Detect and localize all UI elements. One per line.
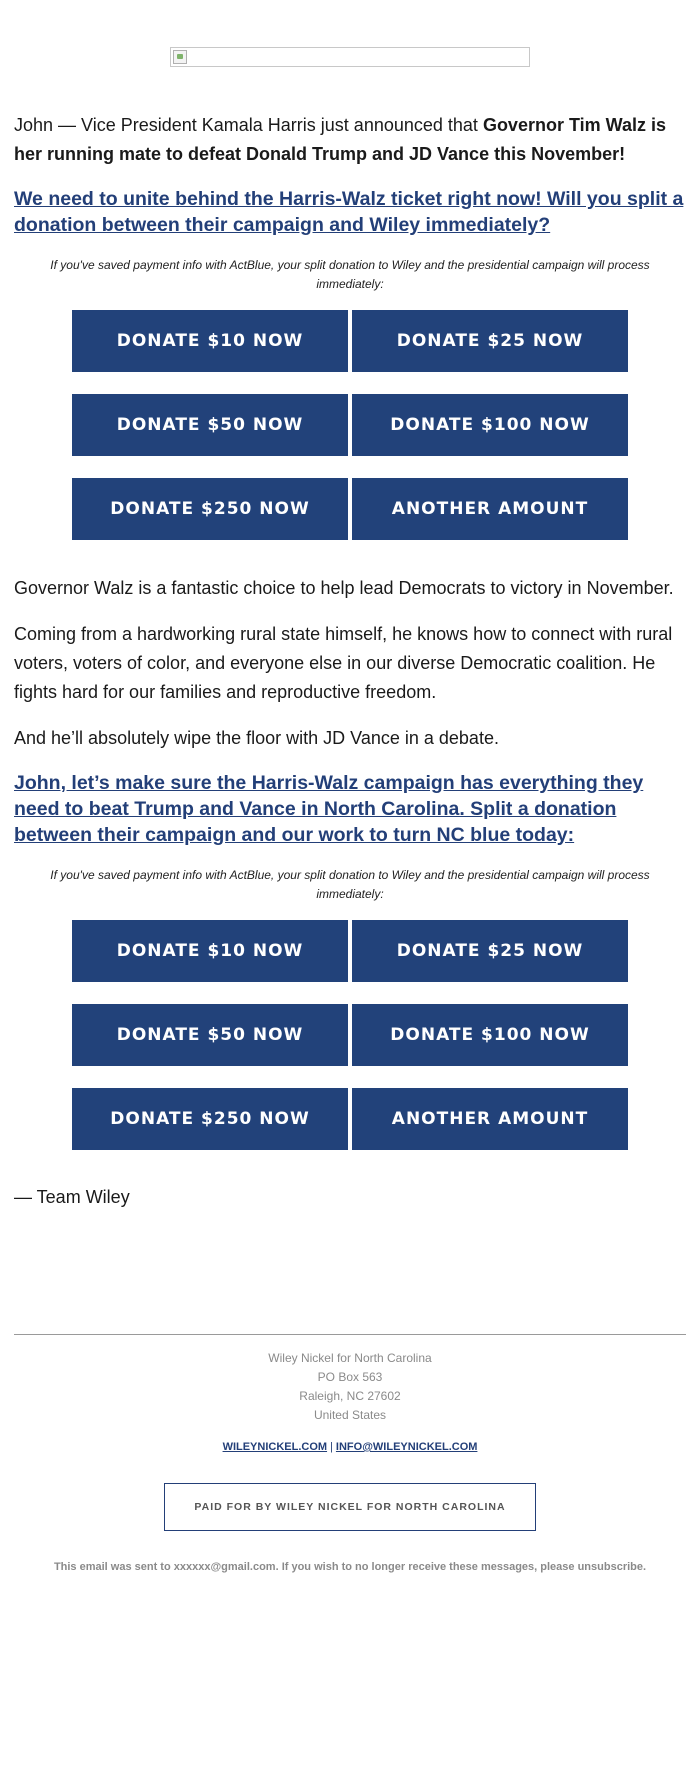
donate-10-button[interactable]: DONATE $10 NOW xyxy=(72,920,348,982)
intro-paragraph xyxy=(14,111,686,169)
header-image xyxy=(170,47,530,67)
donate-cta-link-2[interactable]: John, let’s make sure the Harris-Walz campaign has everything they need to beat Trump and Vance in North Carolina. Split a donation between their campaign and our work to turn NC blue today: xyxy=(14,772,644,846)
paragraph-rural-state: Coming from a hardworking rural state himself, he knows how to connect with rural voters, voters of color, and everyone else in our diverse Democratic coalition. He fights hard for our families and reproductive freedom. xyxy=(14,624,673,702)
donate-50-button[interactable]: DONATE $50 NOW xyxy=(72,1004,348,1066)
donate-cta-link-1[interactable]: We need to unite behind the Harris-Walz ticket right now! Will you split a donation between their campaign and Wiley immediately? xyxy=(14,188,684,236)
signoff: — Team Wiley xyxy=(14,1187,130,1207)
footer-city: Raleigh, NC 27602 xyxy=(299,1389,401,1403)
footer-org: Wiley Nickel for North Carolina xyxy=(268,1351,432,1365)
donate-100-button[interactable]: DONATE $100 NOW xyxy=(352,394,628,456)
footer-divider xyxy=(14,1334,686,1335)
unsubscribe-notice[interactable]: This email was sent to xxxxxx@gmail.com. If you wish to no longer receive these messages, please unsubscribe. xyxy=(53,1561,647,1573)
paid-for-disclaimer: PAID FOR BY WILEY NICKEL FOR NORTH CAROLINA xyxy=(164,1483,536,1531)
actblue-note-2: If you've saved payment info with ActBlue, your split donation to Wiley and the presidential campaign will process immediately: xyxy=(50,868,650,901)
broken-image-icon xyxy=(173,50,187,64)
paragraph-walz-choice: Governor Walz is a fantastic choice to help lead Democrats to victory in November. xyxy=(14,578,674,598)
email-body xyxy=(14,47,686,1573)
donate-10-button[interactable]: DONATE $10 NOW xyxy=(72,310,348,372)
donate-250-button[interactable]: DONATE $250 NOW xyxy=(72,1088,348,1150)
website-link[interactable]: WILEYNICKEL.COM xyxy=(222,1441,328,1453)
footer-links xyxy=(14,1441,686,1453)
intro-bold-text: Governor Tim Walz is her running mate to defeat Donald Trump and JD Vance this November! xyxy=(14,115,666,164)
footer-po-box: PO Box 563 xyxy=(317,1370,383,1384)
footer-country: United States xyxy=(313,1408,387,1422)
donate-100-button[interactable]: DONATE $100 NOW xyxy=(352,1004,628,1066)
intro-text: John — Vice President Kamala Harris just announced that xyxy=(14,115,483,135)
donate-button-grid-1 xyxy=(72,310,628,540)
donate-50-button[interactable]: DONATE $50 NOW xyxy=(72,394,348,456)
link-separator: | xyxy=(330,1441,333,1453)
email-link[interactable]: INFO@WILEYNICKEL.COM xyxy=(335,1441,478,1453)
donate-250-button[interactable]: DONATE $250 NOW xyxy=(72,478,348,540)
donate-25-button[interactable]: DONATE $25 NOW xyxy=(352,310,628,372)
actblue-note-1: If you've saved payment info with ActBlue, your split donation to Wiley and the presidential campaign will process immediately: xyxy=(50,258,650,291)
donate-25-button[interactable]: DONATE $25 NOW xyxy=(352,920,628,982)
donate-button-grid-2 xyxy=(72,920,628,1150)
donate-other-amount-button[interactable]: ANOTHER AMOUNT xyxy=(352,1088,628,1150)
donate-other-amount-button[interactable]: ANOTHER AMOUNT xyxy=(352,478,628,540)
paragraph-debate: And he’ll absolutely wipe the floor with JD Vance in a debate. xyxy=(14,728,499,748)
footer-address xyxy=(14,1349,686,1425)
